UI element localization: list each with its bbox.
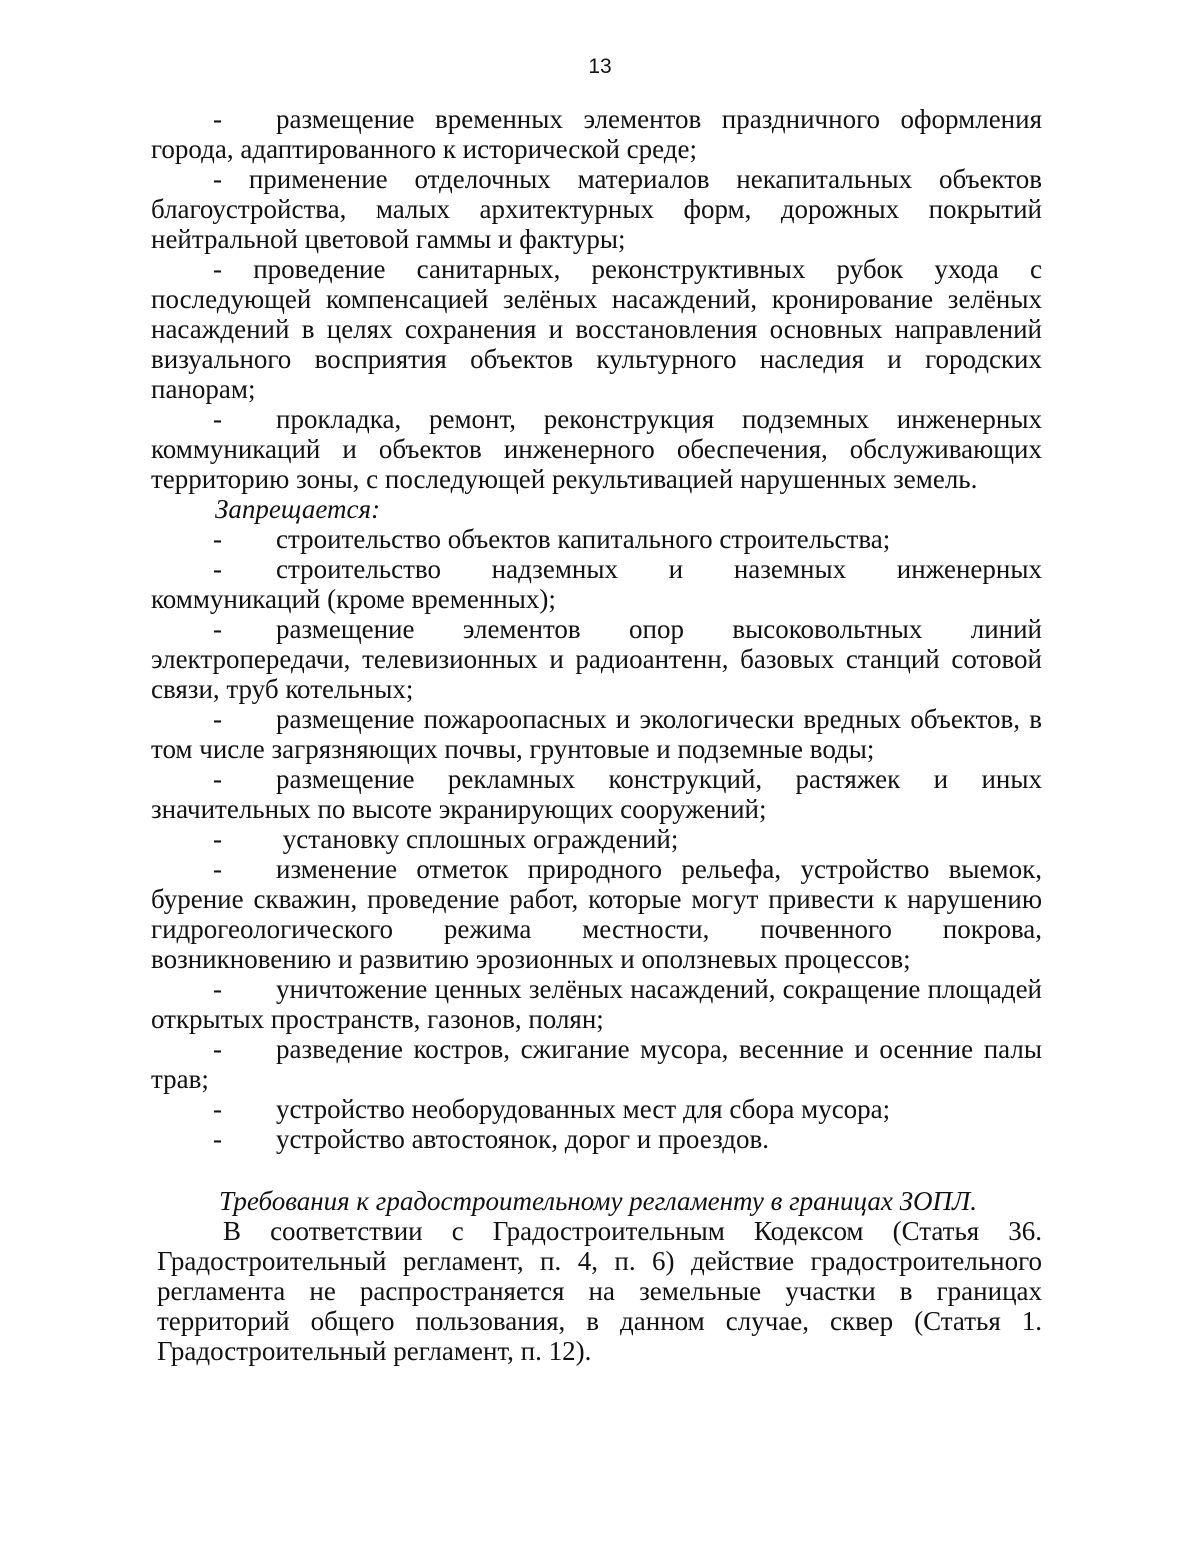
section-heading: Требования к градостроительному регламенту в границах ЗОПЛ. [219, 1186, 977, 1216]
forbidden-item: - устройство автостоянок, дорог и проездов. [213, 1124, 769, 1154]
forbidden-item: - разведение костров, сжигание мусора, весенние и осенние палы трав; [151, 1034, 1042, 1094]
forbidden-item: - размещение пожароопасных и экологически вредных объектов, в том числе загрязняющих почвы, грунтовые и подземные воды; [151, 704, 1042, 764]
forbidden-item: - уничтожение ценных зелёных насаждений, сокращение площадей открытых пространств, газонов, полян; [151, 974, 1042, 1034]
page-number: 13 [588, 55, 612, 78]
forbidden-item: - строительство объектов капитального строительства; [213, 524, 891, 554]
forbidden-item: - изменение отметок природного рельефа, устройство выемок, бурение скважин, проведение работ, которые могут привести к нарушению гидрогеологического режима местности, почвенного покрова, возникновению и развитию эрозионных и оползневых процессов; [151, 854, 1042, 974]
allowed-item: - размещение временных элементов праздничного оформления города, адаптированного к исторической среде; [151, 104, 1042, 164]
forbidden-item: - установку сплошных ограждений; [213, 824, 679, 854]
forbidden-item: - строительство надземных и наземных инженерных коммуникаций (кроме временных); [151, 554, 1042, 614]
allowed-item: - проведение санитарных, реконструктивных рубок ухода с последующей компенсацией зелёных насаждений, кронирование зелёных насаждений в целях сохранения и восстановления основных направлений визуального восприятия объектов культурного наследия и городских панорам; [151, 254, 1042, 404]
section-text: В соответствии с Градостроительным Кодексом (Статья 36. Градостроительный регламент, п. 4, п. 6) действие градостроительного регламента не распространяется на земельные участки в границах территорий общего пользования, в данном случае, сквер (Статья 1. Градостроительный регламент, п. 12). [157, 1216, 1042, 1366]
forbidden-item: - размещение рекламных конструкций, растяжек и иных значительных по высоте экранирующих сооружений; [151, 764, 1042, 824]
allowed-item: - применение отделочных материалов некапитальных объектов благоустройства, малых архитектурных форм, дорожных покрытий нейтральной цветовой гаммы и фактуры; [151, 164, 1042, 254]
forbidden-label: Запрещается: [215, 494, 381, 524]
document-body [151, 104, 1042, 1366]
forbidden-item: - устройство необорудованных мест для сбора мусора; [213, 1094, 891, 1124]
section-spacer [151, 1154, 1042, 1186]
forbidden-item: - размещение элементов опор высоковольтных линий электропередачи, телевизионных и радиоантенн, базовых станций сотовой связи, труб котельных; [151, 614, 1042, 704]
allowed-item: - прокладка, ремонт, реконструкция подземных инженерных коммуникаций и объектов инженерного обеспечения, обслуживающих территорию зоны, с последующей рекультивацией нарушенных земель. [151, 404, 1042, 494]
